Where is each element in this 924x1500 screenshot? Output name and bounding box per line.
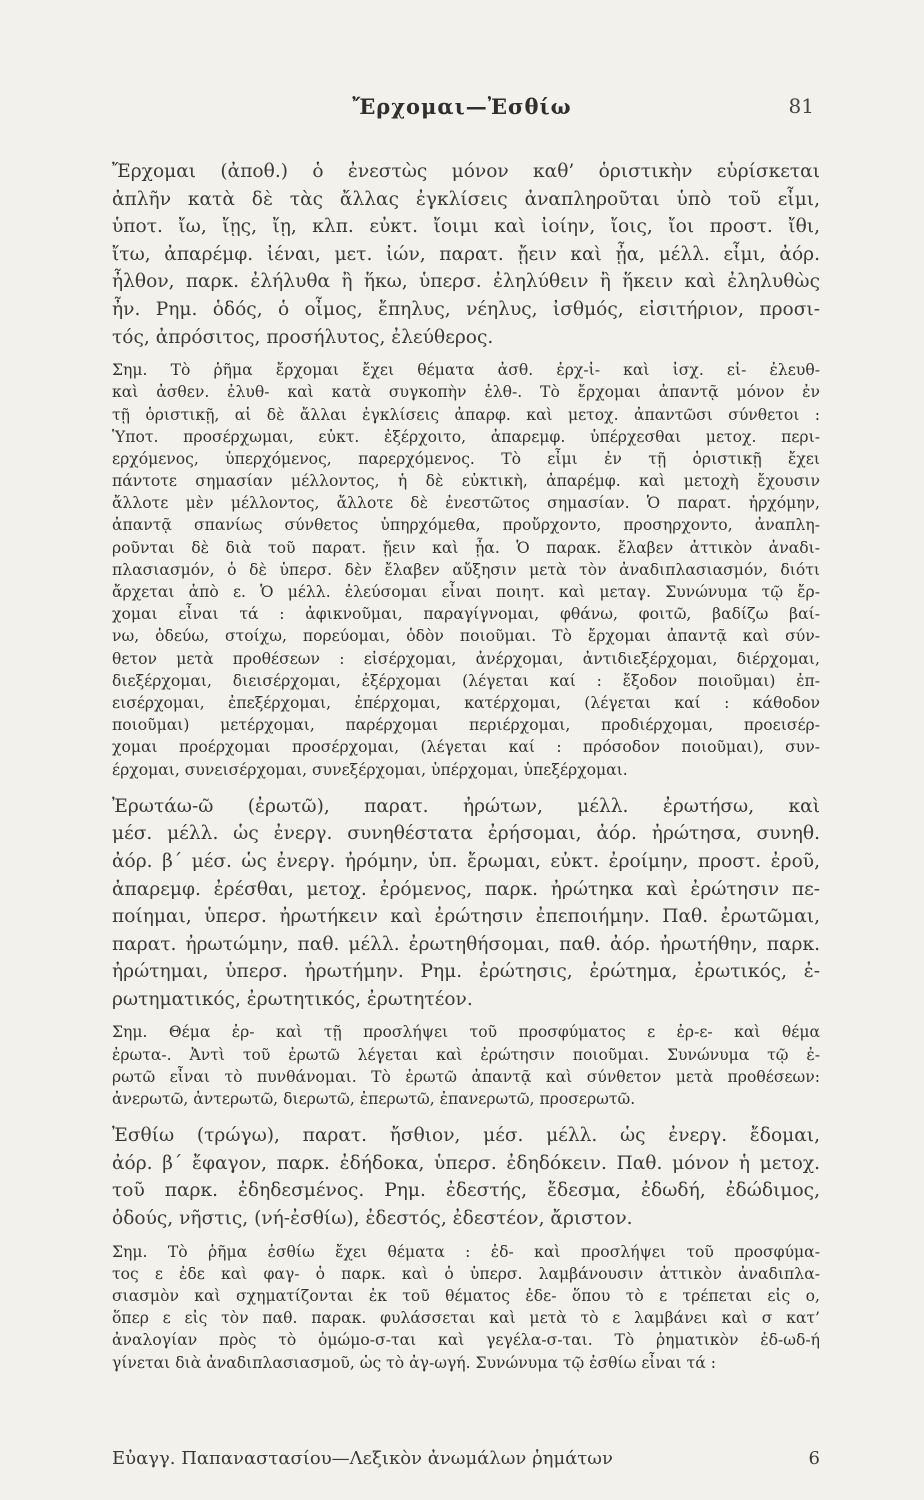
dictionary-entry <box>112 1122 820 1374</box>
note-line: πλασιασμόν, ὁ δὲ ὑπερσ. δὲν ἔλαβεν αὔξησιν μετὰ τὸν ἀναδιπλασιασμόν, διότι <box>112 560 820 579</box>
note-line: ροῦνται δὲ διὰ τοῦ παρατ. ᾔειν καὶ ᾖα. Ὁ παρακ. ἔλαβεν ἀττικὸν ἀναδι- <box>112 538 820 557</box>
entry-line: μέσ. μέλλ. ὡς ἐνεργ. συνηθέστατα ἐρήσομαι, ἀόρ. ἠρώτησα, συνηθ. <box>112 823 820 845</box>
signature-mark: 6 <box>808 1448 820 1469</box>
entry-line: παρατ. ἠρωτώμην, παθ. μέλλ. ἐρωτηθήσομαι, παθ. ἀόρ. ἠρωτήθην, παρκ. <box>112 933 820 955</box>
note-line: σιασμὸν καὶ σχηματίζονται ἐκ τοῦ θέματος ἐδε- ὅπου τὸ ε τρέπεται εἰς ο, <box>112 1286 820 1305</box>
note-line: Σημ. Θέμα ἐρ- καὶ τῇ προσλήψει τοῦ προσφύματος ε ἐρ-ε- καὶ θέμα <box>112 1023 820 1042</box>
entry-note <box>112 1021 820 1110</box>
entry-gap <box>112 781 820 793</box>
note-line: ἄλλοτε μὲν μέλλοντος, ἄλλοτε δὲ ἐνεστῶτος σημασίαν. Ὁ παρατ. ἠρχόμην, <box>112 494 820 513</box>
note-line: γίνεται διὰ ἀναδιπλασιασμοῦ, ὡς τὸ ἀγ-ωγή. Συνώνυμα τῷ ἐσθίω εἶναι τά : <box>112 1353 716 1372</box>
page-footer <box>112 1448 820 1478</box>
note-line: τῇ ὁριστικῇ, αἱ δὲ ἄλλαι ἐγκλίσεις ἀπαρφ. καὶ μετοχ. ἀπαντῶσι σύνθετοι : <box>112 405 820 424</box>
entry-line: Ἔρχομαι (ἀποθ.) ὁ ἐνεστὼς μόνον καθ’ ὁριστικὴν εὑρίσκεται <box>112 161 820 182</box>
note-line: ὅπερ ε εἰς τὸν παθ. παρακ. φυλάσσεται καὶ μετὰ τὸ ε λαμβάνει καὶ σ κατ’ <box>112 1309 820 1328</box>
dictionary-entry <box>112 158 820 781</box>
note-line: ἄρχεται ἀπὸ ε. Ὁ μέλλ. ἐλεύσομαι εἶναι ποιητ. καὶ μεταγ. Συνώνυμα τῷ ἔρ- <box>112 583 820 602</box>
entry-line: ἀόρ. β΄ μέσ. ὡς ἐνεργ. ἠρόμην, ὑπ. ἔρωμαι, εὐκτ. ἐροίμην, προστ. ἐροῦ, <box>112 850 820 872</box>
note-line: ἀπαντᾷ σπανίως σύνθετος ὑπηρχόμεθα, προὔρχοντο, προσηρχοντο, ἀναπλη- <box>112 516 820 535</box>
entry-line: ὀδούς, νῆστις, (νή-ἐσθίω), ἐδεστός, ἐδεστέον, ἄριστον. <box>112 1208 633 1229</box>
body-text <box>112 158 820 1374</box>
note-line: εισέρχομαι, ἐπεξέρχομαι, ἐπέρχομαι, κατέρχομαι, (λέγεται καί : κάθοδον <box>112 693 820 712</box>
entry-line: ρωτηματικός, ἐρωτητικός, ἐρωτητέον. <box>112 988 473 1010</box>
entry-note <box>112 1241 820 1374</box>
entry-line: ἠρώτημαι, ὑπερσ. ἠρωτήμην. Ρημ. ἐρώτησις, ἐρώτημα, ἐρωτικός, ἐ- <box>112 961 820 983</box>
note-line: διεξέρχομαι, διεισέρχομαι, ἐξέρχομαι (λέγεται καί : ἔξοδον ποιοῦμαι) ἐπ- <box>112 671 820 690</box>
note-line: ρωτῶ εἶναι τὸ πυνθάνομαι. Τὸ ἐρωτῶ ἀπαντᾷ καὶ σύνθετον μετὰ προθέσεων: <box>112 1067 820 1086</box>
note-line: ερχόμενος, ὑπερχόμενος, παρερχόμενος. Τὸ εἶμι ἐν τῇ ὁριστικῇ ἔχει <box>112 449 820 468</box>
footer-imprint: Εὐαγγ. Παπαναστασίου—Λεξικὸν ἀνωμάλων ῥημάτων <box>112 1448 613 1469</box>
page-number: 81 <box>788 94 814 118</box>
note-line: τος ε ἐδε καὶ φαγ- ὁ παρκ. καὶ ὁ ὑπερσ. λαμβάνουσιν ἀττικὸν ἀναδιπλα- <box>112 1264 820 1283</box>
entry-line: ἦν. Ρημ. ὁδός, ὁ οἶμος, ἔπηλυς, νέηλυς, ἰσθμός, εἰσιτήριον, προσι- <box>112 298 820 320</box>
entry-line: Ἐρωτάω-ῶ (ἐρωτῶ), παρατ. ἠρώτων, μέλλ. ἐρωτήσω, καὶ <box>112 795 820 817</box>
entry-line: ἦλθον, παρκ. ἐλήλυθα ἢ ἥκω, ὑπερσ. ἐληλύθειν ἢ ἥκειν καὶ ἐληλυθὼς <box>112 271 820 293</box>
note-line: θετον μετὰ προθέσεων : εἰσέρχομαι, ἀνέρχομαι, ἀντιδιεξέρχομαι, διέρχομαι, <box>112 649 820 668</box>
entry-line: ἀπαρεμφ. ἐρέσθαι, μετοχ. ἐρόμενος, παρκ. ἠρώτηκα καὶ ἐρώτησιν πε- <box>112 878 820 900</box>
note-line: έρχομαι, συνεισέρχομαι, συνεξέρχομαι, ὑπέρχομαι, ὑπεξέρχομαι. <box>112 760 628 779</box>
note-line: καὶ ἀσθεν. ἐλυθ- καὶ κατὰ συγκοπὴν ἐλθ-. Τὸ ἔρχομαι ἀπαντᾷ μόνον ἐν <box>112 383 820 402</box>
note-line: χομαι προέρχομαι προσέρχομαι, (λέγεται καί : πρόσοδον ποιοῦμαι), συν- <box>112 738 820 757</box>
entry-note <box>112 359 820 781</box>
running-head: Ἔρχομαι—Ἐσθίω <box>352 94 572 119</box>
note-line: Σημ. Τὸ ῥῆμα ἐσθίω ἔχει θέματα : ἐδ- καὶ προσλήψει τοῦ προσφύμα- <box>112 1242 820 1261</box>
note-line: ποιοῦμαι) μετέρχομαι, παρέρχομαι περιέρχομαι, προδιέρχομαι, προεισέρ- <box>112 716 820 735</box>
dictionary-entry <box>112 793 820 1111</box>
entry-line: τός, ἀπρόσιτος, προσήλυτος, ἐλεύθερος. <box>112 326 494 348</box>
entry-line: ἴτω, ἀπαρέμφ. ἰέναι, μετ. ἰών, παρατ. ᾔειν καὶ ᾖα, μέλλ. εἶμι, ἀόρ. <box>112 243 820 265</box>
note-line: ἐρωτα-. Ἀντὶ τοῦ ἐρωτῶ λέγεται καὶ ἐρώτησιν ποιοῦμαι. Συνώνυμα τῷ ἐ- <box>112 1045 820 1064</box>
note-line: Ὑποτ. προσέρχωμαι, εὐκτ. ἐξέρχοιτο, ἀπαρεμφ. ὑπέρχεσθαι μετοχ. περι- <box>112 427 820 446</box>
note-line: ἀναλογίαν πρὸς τὸ ὀμώμο-σ-ται καὶ γεγέλα-σ-ται. Τὸ ῥηματικὸν ἐδ-ωδ-ή <box>112 1331 820 1350</box>
entry-gap <box>112 1110 820 1122</box>
entry-line: ἀπλῆν κατὰ δὲ τὰς ἄλλας ἐγκλίσεις ἀναπληροῦται ὑπὸ τοῦ εἶμι, <box>112 188 820 210</box>
entry-line: τοῦ παρκ. ἐδηδεσμένος. Ρημ. ἐδεστής, ἔδεσμα, ἐδωδή, ἐδώδιμος, <box>112 1180 820 1202</box>
entry-line: ἀόρ. β΄ ἔφαγον, παρκ. ἐδήδοκα, ὑπερσ. ἐδηδόκειν. Παθ. μόνον ἡ μετοχ. <box>112 1152 820 1174</box>
entry-line: Ἐσθίω (τρώγω), παρατ. ἤσθιον, μέσ. μέλλ. ὡς ἐνεργ. ἔδομαι, <box>112 1125 820 1147</box>
entry-line: ὑποτ. ἴω, ἴῃς, ἴῃ, κλπ. εὐκτ. ἴοιμι καὶ ἰοίην, ἴοις, ἴοι προστ. ἴθι, <box>112 216 820 238</box>
page-header <box>0 94 924 126</box>
note-line: Σημ. Τὸ ῥῆμα ἔρχομαι ἔχει θέματα ἀσθ. ἐρχ-ἰ- καὶ ἰσχ. εἰ- ἐλευθ- <box>112 361 820 380</box>
note-line: πάντοτε σημασίαν μέλλοντος, ἡ δὲ εὐκτικὴ, ἀπαρέμφ. καὶ μετοχὴ ἔχουσιν <box>112 472 820 491</box>
entry-line: ποίημαι, ὑπερσ. ἠρωτήκειν καὶ ἐρώτησιν ἐπεποιήμην. Παθ. ἐρωτῶμαι, <box>112 906 820 928</box>
note-line: χομαι εἶναι τά : ἀφικνοῦμαι, παραγίγνομαι, φθάνω, φοιτῶ, βαδίζω βαί- <box>112 605 820 624</box>
note-line: νω, ὁδεύω, στοίχω, πορεύομαι, ὁδὸν ποιοῦμαι. Τὸ ἔρχομαι ἀπαντᾷ καὶ σύν- <box>112 627 820 646</box>
note-line: ἀνερωτῶ, ἀντερωτῶ, διερωτῶ, ἐπερωτῶ, ἐπανερωτῶ, προσερωτῶ. <box>112 1090 636 1109</box>
